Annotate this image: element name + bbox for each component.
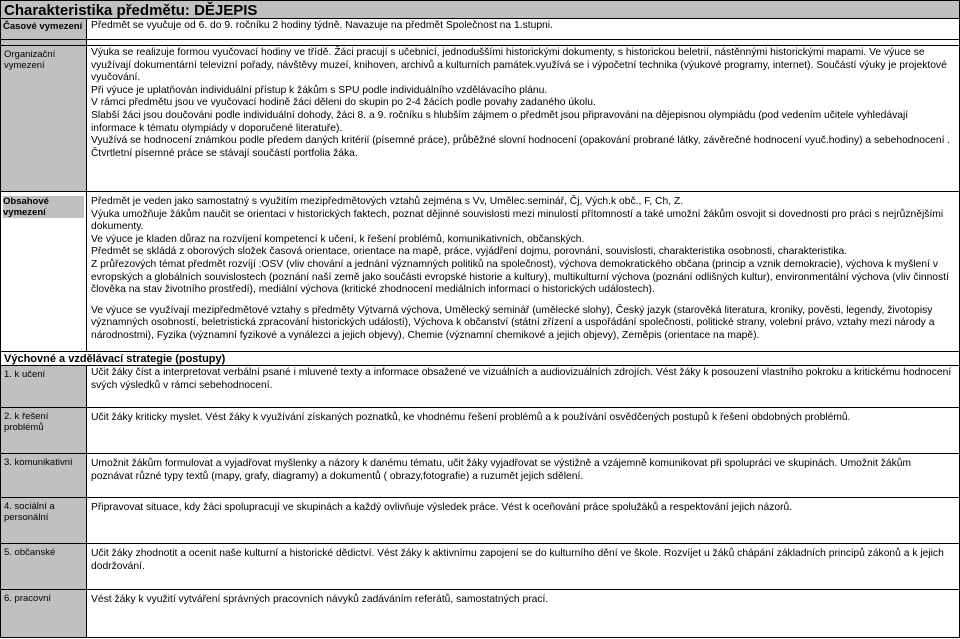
organizational-paragraph: Čtvrtletní písemné práce se stávají součástí portfolia žáka.: [91, 147, 358, 159]
strategy-row: [1, 544, 959, 590]
content-paragraph: Z průřezových témat předmět rozvíjí :OSV (vliv chování a jednání významných politiků na společnost), výchova demokratického občana (princip a vznik demokracie), výchova k myšlení v evropských a globálních souvislostech (poznání naší země jako součásti evropské historie a kultury), multikulturní výchova (poznání odlišných kultur), environmentální výchova (vliv činností člověka na stav životního prostředí), mediální výchova (kritické zhodnocení mediálních informací o historických událostech).: [91, 258, 949, 296]
organizational-paragraph: Slabší žáci jsou doučováni podle individuální dohody, žáci 8. a 9. ročníku s hlubším zájmem o předmět jsou připravováni na dějepisnou olympiádu (pod vedením učitele vyhledávají informace k tématu olympiády v doporučené literatuře).: [91, 109, 909, 134]
strategy-label: 1. k učení: [1, 366, 87, 407]
strategy-text: Učit žáky číst a interpretovat verbální psané i mluvené texty a informace obsažené ve vizuálních a audiovizuálních zdrojích. Vést žáky k posouzení vlastního pokroku a kritickému hodnocení svých výsledků v rámci sebehodnocení.: [91, 367, 952, 391]
strategy-row: [1, 498, 959, 544]
content-paragraph: [91, 297, 955, 305]
content-paragraph: Ve výuce se využívají mezipředmětové vztahy s předměty Výtvarná výchova, Umělecký seminář (umělecké slohy), Český jazyk (starověká literatura, kroniky, pověsti, legendy, životopisy významných osobností, beletristická zpracování historických událostí), Výchova k občanství (státní zřízení a uspořádání společnosti, politické strany, volební právo, vztahy mezi národy a národnostmi), Fyzika (významní fyzikové a vynálezci a jejich objevy), Chemie (významní chemikové a jejich objevy), Zeměpis (orientace na mapě).: [91, 304, 935, 341]
content-definition-label-cell: [1, 192, 87, 351]
strategy-row: [1, 454, 959, 498]
strategy-label: 2. k řešení problémů: [1, 408, 87, 453]
content-paragraph: Ve výuce je kladen důraz na rozvíjení kompetencí k učení, k řešení problémů, komunikativních, občanských.: [91, 233, 585, 245]
strategies-heading: Výchovné a vzdělávací strategie (postupy): [1, 352, 959, 366]
content-paragraph: Výuka umožňuje žákům naučit se orientaci v historických faktech, poznat dějinné souvislosti mezi minulostí přítomností a také umožní žákům osvojit si dovednosti pro práci s nejrůznějšími dokumenty.: [91, 208, 944, 233]
organizational-text: [87, 46, 959, 191]
page-title: Charakteristika předmětu: DĚJEPIS: [1, 0, 959, 19]
content-definition-label: Obsahové vymezení: [3, 196, 84, 218]
content-definition-row: [1, 192, 959, 352]
strategy-text: Umožnit žákům formulovat a vyjadřovat myšlenky a názory k danému tématu, učit žáky vyjadřovat se výstižně a vzájemně komunikovat při spolupráci ve skupinách. Umožnit žákům poznávat různé typy textů (mapy, grafy, diagramy) a dokumentů ( obrazy,fotografie) a ruzumět jejich sdělení.: [91, 458, 912, 482]
content-paragraph: Předmět se skládá z oborových složek časová orientace, orientace na mapě, práce, vyjádření dojmu, porovnání, souvislosti, charakteristika osobnosti, charakteristika.: [91, 246, 848, 258]
organizational-paragraph: Výuka se realizuje formou vyučovací hodiny ve třídě. Žáci pracují s učebnicí, jednoduššími historickými dokumenty, s historickou beletrií, nástěnnými historickými mapami. Ve výuce se využívají dokumentární televizní pořady, návštěvy muzeí, knihoven, archivů a kulturních památek.využívá se i výpočetní technika (výukové programy, internet). Součástí výuky je projektové vyučování.: [91, 47, 947, 84]
organizational-paragraph: Využívá se hodnocení známkou podle předem daných kritérií (písemné práce), průběžné slovní hodnocení (opakování probrané látky, závěrečné hodnocení vyuč.hodiny) a sebehodnocení .: [91, 135, 951, 147]
strategy-label: 6. pracovní: [1, 590, 87, 637]
organizational-paragraph: V rámci předmětu jsou ve vyučovací hodině žáci děleni do skupin po 2-4 žácích podle povahy zadaného úkolu.: [91, 97, 596, 109]
content-definition-text: [87, 195, 959, 351]
time-allocation-row: [1, 19, 959, 40]
organizational-row: [1, 46, 959, 192]
organizational-label: Organizační vymezení: [1, 46, 87, 191]
strategy-text: Učit žáky kriticky myslet. Vést žáky k využívání získaných poznatků, ke vhodnému řešení problémů a k používání osvědčených postupů k řešení obdobných problémů.: [91, 412, 851, 423]
organizational-paragraph: Při výuce je uplatňován individuální přístup k žákům s SPU podle individuálního vzdělávacího plánu.: [91, 84, 548, 96]
strategy-row: [1, 366, 959, 408]
strategy-text: Učit žáky zhodnotit a ocenit naše kulturní a historické dědictví. Vést žáky k aktivnímu zapojení se do kulturního dění ve škole. Rozvíjet u žáků chápání základních principů zákonů a k jejich dodržování.: [91, 548, 944, 572]
content-paragraph: Předmět je veden jako samostatný s využitím mezipředmětových vztahů zejména s Vv, Umělec.seminář, Čj, Vých.k obč., F, Ch, Z.: [91, 196, 684, 207]
strategy-label: 4. sociální a personální: [1, 498, 87, 543]
strategy-text: Vést žáky k využití vytváření správných pracovních návyků zadáváním referátů, samostatných prací.: [91, 594, 549, 605]
strategy-row: [1, 590, 959, 637]
spacer-label-cell: [1, 40, 87, 45]
strategy-text: Připravovat situace, kdy žáci spolupracují ve skupinách a každý ovlivňuje výsledek práce. Vést k oceňování práce spolužáků a respektování jejich názorů.: [91, 502, 793, 513]
time-allocation-text: Předmět se vyučuje od 6. do 9. ročníku 2 hodiny týdně. Navazuje na předmět Společnost na 1.stupni.: [91, 20, 553, 31]
time-allocation-label: Časové vymezení: [1, 19, 87, 39]
strategy-row: [1, 408, 959, 454]
strategy-label: 3. komunikativní: [1, 454, 87, 497]
strategy-label: 5. občanské: [1, 544, 87, 589]
